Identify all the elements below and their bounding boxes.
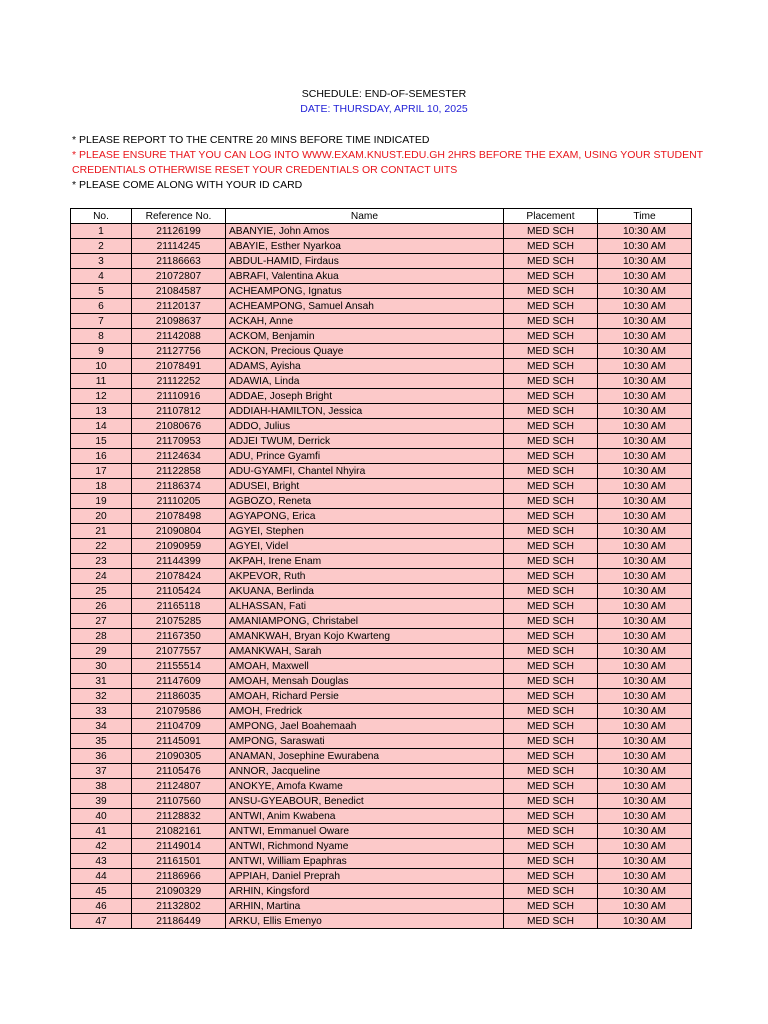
cell-placement: MED SCH — [504, 269, 598, 284]
cell-name: AMPONG, Jael Boahemaah — [226, 719, 504, 734]
cell-placement: MED SCH — [504, 824, 598, 839]
table-row — [71, 329, 692, 344]
cell-no: 22 — [71, 539, 132, 554]
table-row — [71, 704, 692, 719]
cell-placement: MED SCH — [504, 404, 598, 419]
cell-time: 10:30 AM — [598, 569, 692, 584]
cell-time: 10:30 AM — [598, 854, 692, 869]
cell-name: ACKON, Precious Quaye — [226, 344, 504, 359]
cell-no: 16 — [71, 449, 132, 464]
table-row — [71, 764, 692, 779]
cell-time: 10:30 AM — [598, 824, 692, 839]
table-row — [71, 299, 692, 314]
cell-name: AMOAH, Richard Persie — [226, 689, 504, 704]
cell-time: 10:30 AM — [598, 509, 692, 524]
cell-reference: 21080676 — [132, 419, 226, 434]
cell-reference: 21104709 — [132, 719, 226, 734]
cell-no: 44 — [71, 869, 132, 884]
cell-placement: MED SCH — [504, 644, 598, 659]
cell-no: 46 — [71, 899, 132, 914]
cell-time: 10:30 AM — [598, 644, 692, 659]
instruction-id-card: * PLEASE COME ALONG WITH YOUR ID CARD — [72, 179, 303, 191]
cell-placement: MED SCH — [504, 914, 598, 929]
cell-time: 10:30 AM — [598, 344, 692, 359]
cell-name: AKUANA, Berlinda — [226, 584, 504, 599]
cell-name: ADU-GYAMFI, Chantel Nhyira — [226, 464, 504, 479]
cell-name: ACHEAMPONG, Ignatus — [226, 284, 504, 299]
column-header-no: No. — [71, 209, 132, 224]
cell-placement: MED SCH — [504, 854, 598, 869]
table-row — [71, 569, 692, 584]
cell-time: 10:30 AM — [598, 284, 692, 299]
cell-no: 35 — [71, 734, 132, 749]
cell-name: ACKOM, Benjamin — [226, 329, 504, 344]
cell-time: 10:30 AM — [598, 269, 692, 284]
cell-name: AGYEI, Videl — [226, 539, 504, 554]
table-row — [71, 884, 692, 899]
cell-no: 17 — [71, 464, 132, 479]
cell-placement: MED SCH — [504, 869, 598, 884]
cell-time: 10:30 AM — [598, 674, 692, 689]
cell-name: ADAMS, Ayisha — [226, 359, 504, 374]
cell-time: 10:30 AM — [598, 764, 692, 779]
instruction-report-time: * PLEASE REPORT TO THE CENTRE 20 MINS BEFORE TIME INDICATED — [72, 134, 430, 146]
cell-placement: MED SCH — [504, 344, 598, 359]
table-row — [71, 914, 692, 929]
schedule-title: SCHEDULE: END-OF-SEMESTER — [301, 88, 467, 100]
cell-time: 10:30 AM — [598, 494, 692, 509]
table-row — [71, 404, 692, 419]
cell-time: 10:30 AM — [598, 689, 692, 704]
cell-name: ANTWI, Richmond Nyame — [226, 839, 504, 854]
cell-name: ARHIN, Kingsford — [226, 884, 504, 899]
cell-reference: 21155514 — [132, 659, 226, 674]
cell-time: 10:30 AM — [598, 389, 692, 404]
cell-placement: MED SCH — [504, 449, 598, 464]
cell-placement: MED SCH — [504, 719, 598, 734]
cell-reference: 21105476 — [132, 764, 226, 779]
table-row — [71, 839, 692, 854]
table-row — [71, 464, 692, 479]
cell-name: ADAWIA, Linda — [226, 374, 504, 389]
cell-no: 45 — [71, 884, 132, 899]
cell-time: 10:30 AM — [598, 299, 692, 314]
cell-name: APPIAH, Daniel Preprah — [226, 869, 504, 884]
column-header-reference: Reference No. — [132, 209, 226, 224]
cell-reference: 21124634 — [132, 449, 226, 464]
table-row — [71, 584, 692, 599]
cell-no: 31 — [71, 674, 132, 689]
cell-time: 10:30 AM — [598, 659, 692, 674]
cell-placement: MED SCH — [504, 749, 598, 764]
cell-reference: 21078498 — [132, 509, 226, 524]
cell-no: 42 — [71, 839, 132, 854]
cell-reference: 21132802 — [132, 899, 226, 914]
cell-name: AGYEI, Stephen — [226, 524, 504, 539]
cell-name: ABANYIE, John Amos — [226, 224, 504, 239]
cell-placement: MED SCH — [504, 779, 598, 794]
cell-no: 23 — [71, 554, 132, 569]
cell-placement: MED SCH — [504, 554, 598, 569]
instructions — [72, 133, 712, 193]
cell-reference: 21078424 — [132, 569, 226, 584]
cell-name: ANTWI, Anim Kwabena — [226, 809, 504, 824]
cell-no: 2 — [71, 239, 132, 254]
cell-time: 10:30 AM — [598, 719, 692, 734]
cell-reference: 21144399 — [132, 554, 226, 569]
cell-time: 10:30 AM — [598, 419, 692, 434]
cell-name: ABDUL-HAMID, Firdaus — [226, 254, 504, 269]
cell-no: 8 — [71, 329, 132, 344]
table-row — [71, 449, 692, 464]
cell-no: 6 — [71, 299, 132, 314]
table-row — [71, 224, 692, 239]
cell-placement: MED SCH — [504, 539, 598, 554]
cell-time: 10:30 AM — [598, 869, 692, 884]
cell-placement: MED SCH — [504, 839, 598, 854]
cell-reference: 21072807 — [132, 269, 226, 284]
cell-reference: 21079586 — [132, 704, 226, 719]
cell-reference: 21122858 — [132, 464, 226, 479]
cell-time: 10:30 AM — [598, 404, 692, 419]
cell-placement: MED SCH — [504, 704, 598, 719]
cell-name: AMPONG, Saraswati — [226, 734, 504, 749]
cell-no: 13 — [71, 404, 132, 419]
cell-name: AMANKWAH, Bryan Kojo Kwarteng — [226, 629, 504, 644]
schedule-table — [70, 208, 692, 929]
cell-no: 7 — [71, 314, 132, 329]
cell-placement: MED SCH — [504, 314, 598, 329]
cell-reference: 21186374 — [132, 479, 226, 494]
cell-no: 5 — [71, 284, 132, 299]
cell-placement: MED SCH — [504, 509, 598, 524]
cell-reference: 21090804 — [132, 524, 226, 539]
cell-time: 10:30 AM — [598, 629, 692, 644]
cell-name: ANTWI, William Epaphras — [226, 854, 504, 869]
cell-reference: 21145091 — [132, 734, 226, 749]
table-row — [71, 344, 692, 359]
cell-name: ANAMAN, Josephine Ewurabena — [226, 749, 504, 764]
schedule-date: DATE: THURSDAY, APRIL 10, 2025 — [300, 103, 468, 115]
cell-placement: MED SCH — [504, 599, 598, 614]
table-row — [71, 599, 692, 614]
cell-time: 10:30 AM — [598, 584, 692, 599]
cell-no: 21 — [71, 524, 132, 539]
cell-reference: 21110916 — [132, 389, 226, 404]
cell-name: ALHASSAN, Fati — [226, 599, 504, 614]
cell-reference: 21142088 — [132, 329, 226, 344]
table-row — [71, 524, 692, 539]
cell-placement: MED SCH — [504, 584, 598, 599]
cell-no: 32 — [71, 689, 132, 704]
cell-name: ANOKYE, Amofa Kwame — [226, 779, 504, 794]
table-row — [71, 779, 692, 794]
cell-placement: MED SCH — [504, 374, 598, 389]
table-row — [71, 389, 692, 404]
cell-time: 10:30 AM — [598, 329, 692, 344]
cell-name: ADDIAH-HAMILTON, Jessica — [226, 404, 504, 419]
table-row — [71, 314, 692, 329]
cell-time: 10:30 AM — [598, 839, 692, 854]
cell-no: 20 — [71, 509, 132, 524]
cell-no: 15 — [71, 434, 132, 449]
table-row — [71, 659, 692, 674]
cell-time: 10:30 AM — [598, 914, 692, 929]
cell-name: ADJEI TWUM, Derrick — [226, 434, 504, 449]
cell-no: 12 — [71, 389, 132, 404]
cell-placement: MED SCH — [504, 389, 598, 404]
cell-time: 10:30 AM — [598, 884, 692, 899]
cell-time: 10:30 AM — [598, 254, 692, 269]
cell-name: ACHEAMPONG, Samuel Ansah — [226, 299, 504, 314]
cell-name: AMANKWAH, Sarah — [226, 644, 504, 659]
cell-time: 10:30 AM — [598, 359, 692, 374]
cell-time: 10:30 AM — [598, 899, 692, 914]
table-row — [71, 629, 692, 644]
cell-reference: 21105424 — [132, 584, 226, 599]
cell-name: ACKAH, Anne — [226, 314, 504, 329]
cell-no: 25 — [71, 584, 132, 599]
cell-no: 14 — [71, 419, 132, 434]
cell-time: 10:30 AM — [598, 434, 692, 449]
table-row — [71, 434, 692, 449]
cell-no: 40 — [71, 809, 132, 824]
cell-placement: MED SCH — [504, 224, 598, 239]
cell-reference: 21186663 — [132, 254, 226, 269]
cell-reference: 21098637 — [132, 314, 226, 329]
column-header-time: Time — [598, 209, 692, 224]
cell-time: 10:30 AM — [598, 554, 692, 569]
cell-reference: 21124807 — [132, 779, 226, 794]
cell-no: 3 — [71, 254, 132, 269]
cell-time: 10:30 AM — [598, 749, 692, 764]
table-row — [71, 479, 692, 494]
cell-no: 30 — [71, 659, 132, 674]
cell-time: 10:30 AM — [598, 539, 692, 554]
cell-name: ABAYIE, Esther Nyarkoa — [226, 239, 504, 254]
cell-no: 10 — [71, 359, 132, 374]
cell-placement: MED SCH — [504, 569, 598, 584]
cell-time: 10:30 AM — [598, 449, 692, 464]
cell-name: ADDAE, Joseph Bright — [226, 389, 504, 404]
cell-reference: 21186035 — [132, 689, 226, 704]
cell-reference: 21114245 — [132, 239, 226, 254]
cell-reference: 21078491 — [132, 359, 226, 374]
cell-reference: 21075285 — [132, 614, 226, 629]
cell-reference: 21165118 — [132, 599, 226, 614]
table-row — [71, 644, 692, 659]
instruction-login-warning: * PLEASE ENSURE THAT YOU CAN LOG INTO WWW.EXAM.KNUST.EDU.GH 2HRS BEFORE THE EXAM, USING YOUR STUDENT CREDENTIALS OTHERWISE RESET YOUR CREDENTIALS OR CONTACT UITS — [72, 149, 703, 176]
cell-reference: 21090305 — [132, 749, 226, 764]
cell-no: 28 — [71, 629, 132, 644]
cell-time: 10:30 AM — [598, 794, 692, 809]
column-header-placement: Placement — [504, 209, 598, 224]
cell-reference: 21186966 — [132, 869, 226, 884]
cell-name: AMANIAMPONG, Christabel — [226, 614, 504, 629]
cell-name: ADDO, Julius — [226, 419, 504, 434]
cell-no: 9 — [71, 344, 132, 359]
cell-placement: MED SCH — [504, 524, 598, 539]
cell-no: 24 — [71, 569, 132, 584]
table-row — [71, 419, 692, 434]
cell-placement: MED SCH — [504, 434, 598, 449]
cell-time: 10:30 AM — [598, 614, 692, 629]
cell-placement: MED SCH — [504, 899, 598, 914]
cell-reference: 21170953 — [132, 434, 226, 449]
cell-reference: 21126199 — [132, 224, 226, 239]
cell-time: 10:30 AM — [598, 239, 692, 254]
cell-placement: MED SCH — [504, 329, 598, 344]
cell-name: AMOAH, Mensah Douglas — [226, 674, 504, 689]
table-row — [71, 614, 692, 629]
table-row — [71, 854, 692, 869]
table-row — [71, 269, 692, 284]
cell-no: 4 — [71, 269, 132, 284]
cell-no: 34 — [71, 719, 132, 734]
table-row — [71, 869, 692, 884]
cell-name: ADU, Prince Gyamfi — [226, 449, 504, 464]
table-row — [71, 899, 692, 914]
table-row — [71, 284, 692, 299]
cell-no: 37 — [71, 764, 132, 779]
cell-name: ARKU, Ellis Emenyo — [226, 914, 504, 929]
table-row — [71, 719, 692, 734]
cell-placement: MED SCH — [504, 764, 598, 779]
table-body — [71, 224, 692, 929]
table-row — [71, 359, 692, 374]
cell-no: 1 — [71, 224, 132, 239]
cell-reference: 21127756 — [132, 344, 226, 359]
cell-placement: MED SCH — [504, 359, 598, 374]
cell-placement: MED SCH — [504, 239, 598, 254]
cell-no: 38 — [71, 779, 132, 794]
cell-placement: MED SCH — [504, 254, 598, 269]
cell-reference: 21147609 — [132, 674, 226, 689]
cell-placement: MED SCH — [504, 419, 598, 434]
cell-no: 47 — [71, 914, 132, 929]
cell-no: 29 — [71, 644, 132, 659]
cell-reference: 21107812 — [132, 404, 226, 419]
table-row — [71, 824, 692, 839]
cell-reference: 21128832 — [132, 809, 226, 824]
cell-time: 10:30 AM — [598, 314, 692, 329]
cell-placement: MED SCH — [504, 794, 598, 809]
cell-name: AMOAH, Maxwell — [226, 659, 504, 674]
cell-reference: 21084587 — [132, 284, 226, 299]
cell-reference: 21082161 — [132, 824, 226, 839]
table-row — [71, 254, 692, 269]
table-row — [71, 554, 692, 569]
cell-time: 10:30 AM — [598, 704, 692, 719]
cell-name: AKPEVOR, Ruth — [226, 569, 504, 584]
table-row — [71, 794, 692, 809]
table-row — [71, 809, 692, 824]
cell-time: 10:30 AM — [598, 779, 692, 794]
cell-name: AKPAH, Irene Enam — [226, 554, 504, 569]
cell-time: 10:30 AM — [598, 734, 692, 749]
table-row — [71, 689, 692, 704]
cell-placement: MED SCH — [504, 284, 598, 299]
cell-reference: 21090959 — [132, 539, 226, 554]
cell-no: 43 — [71, 854, 132, 869]
cell-time: 10:30 AM — [598, 224, 692, 239]
cell-time: 10:30 AM — [598, 809, 692, 824]
cell-name: AGYAPONG, Erica — [226, 509, 504, 524]
cell-reference: 21110205 — [132, 494, 226, 509]
cell-reference: 21107560 — [132, 794, 226, 809]
table-row — [71, 734, 692, 749]
cell-reference: 21112252 — [132, 374, 226, 389]
cell-no: 26 — [71, 599, 132, 614]
cell-placement: MED SCH — [504, 884, 598, 899]
cell-time: 10:30 AM — [598, 479, 692, 494]
cell-no: 41 — [71, 824, 132, 839]
cell-name: AGBOZO, Reneta — [226, 494, 504, 509]
cell-no: 27 — [71, 614, 132, 629]
cell-placement: MED SCH — [504, 464, 598, 479]
cell-reference: 21149014 — [132, 839, 226, 854]
table-row — [71, 509, 692, 524]
cell-name: ABRAFI, Valentina Akua — [226, 269, 504, 284]
table-header-row — [71, 209, 692, 224]
cell-no: 19 — [71, 494, 132, 509]
cell-placement: MED SCH — [504, 479, 598, 494]
cell-placement: MED SCH — [504, 614, 598, 629]
cell-no: 11 — [71, 374, 132, 389]
cell-placement: MED SCH — [504, 734, 598, 749]
cell-time: 10:30 AM — [598, 374, 692, 389]
table-row — [71, 374, 692, 389]
cell-no: 33 — [71, 704, 132, 719]
column-header-name: Name — [226, 209, 504, 224]
table-row — [71, 539, 692, 554]
table-row — [71, 674, 692, 689]
cell-time: 10:30 AM — [598, 599, 692, 614]
cell-reference: 21077557 — [132, 644, 226, 659]
cell-name: ARHIN, Martina — [226, 899, 504, 914]
cell-no: 18 — [71, 479, 132, 494]
cell-name: ANNOR, Jacqueline — [226, 764, 504, 779]
cell-reference: 21120137 — [132, 299, 226, 314]
table-row — [71, 239, 692, 254]
cell-name: ADUSEI, Bright — [226, 479, 504, 494]
cell-no: 36 — [71, 749, 132, 764]
table-row — [71, 494, 692, 509]
cell-reference: 21090329 — [132, 884, 226, 899]
table-row — [71, 749, 692, 764]
cell-time: 10:30 AM — [598, 464, 692, 479]
cell-placement: MED SCH — [504, 629, 598, 644]
cell-name: ANSU-GYEABOUR, Benedict — [226, 794, 504, 809]
cell-reference: 21161501 — [132, 854, 226, 869]
cell-placement: MED SCH — [504, 494, 598, 509]
cell-placement: MED SCH — [504, 809, 598, 824]
cell-reference: 21167350 — [132, 629, 226, 644]
cell-placement: MED SCH — [504, 299, 598, 314]
cell-no: 39 — [71, 794, 132, 809]
cell-name: AMOH, Fredrick — [226, 704, 504, 719]
cell-time: 10:30 AM — [598, 524, 692, 539]
cell-placement: MED SCH — [504, 659, 598, 674]
cell-placement: MED SCH — [504, 689, 598, 704]
cell-name: ANTWI, Emmanuel Oware — [226, 824, 504, 839]
cell-placement: MED SCH — [504, 674, 598, 689]
cell-reference: 21186449 — [132, 914, 226, 929]
